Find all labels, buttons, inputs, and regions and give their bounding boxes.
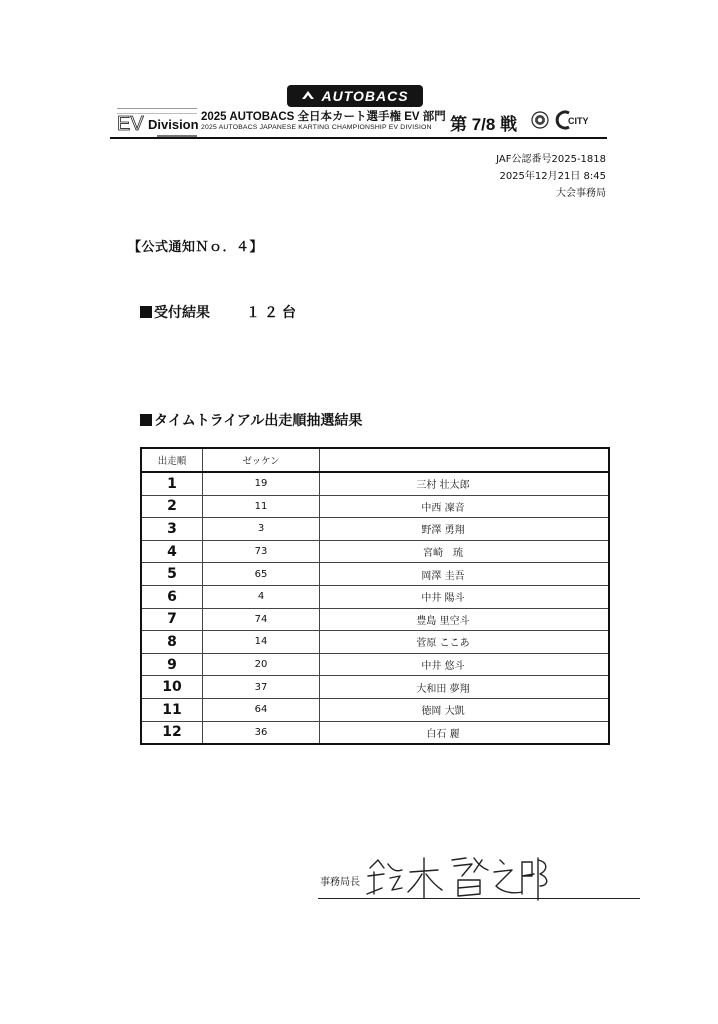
driver-name: 白石 麗 [426, 728, 460, 740]
driver-name-cell [320, 698, 610, 721]
reception-count: １２台 [246, 305, 300, 321]
race-number-cell: 73 [203, 540, 320, 563]
table-row [141, 563, 609, 586]
driver-name-cell [320, 518, 610, 541]
table-row [141, 585, 609, 608]
driver-name-cell [320, 608, 610, 631]
start-order-cell: 11 [141, 698, 203, 721]
event-title-en: 2025 AUTOBACS JAPANESE KARTING CHAMPIONSHIP EV DIVISION [201, 124, 432, 131]
table-row [141, 653, 609, 676]
driver-name-cell [320, 721, 610, 744]
notice-number: 【公式通知Ｎｏ．４】 [128, 240, 264, 255]
reception-result [140, 302, 300, 322]
header-rule [110, 137, 607, 139]
driver-name-cell [320, 676, 610, 699]
draw-title: タイムトライアル出走順抽選結果 [154, 413, 363, 429]
column-header-order: 出走順 [141, 448, 203, 472]
city-logo-text: CITY [568, 116, 589, 126]
driver-name-cell [320, 495, 610, 518]
start-order-cell: 7 [141, 608, 203, 631]
driver-name: 宮崎 琉 [423, 548, 463, 560]
driver-name: 中井 陽斗 [421, 593, 465, 605]
square-bullet-icon [140, 414, 152, 426]
ev-logo-ev: EV [117, 113, 144, 135]
round-label: 第 7/8 戦 [450, 115, 518, 134]
driver-name: 徳岡 大凱 [421, 706, 465, 718]
driver-name: 中井 悠斗 [421, 661, 465, 673]
table-row [141, 518, 609, 541]
driver-name-cell [320, 653, 610, 676]
autobacs-logo [287, 85, 423, 107]
reception-label: 受付結果 [154, 305, 210, 321]
table-row [141, 721, 609, 744]
jaf-emblem-icon [531, 111, 549, 129]
race-number-cell: 19 [203, 472, 320, 495]
driver-name: 岡澤 圭吾 [421, 570, 465, 582]
driver-name: 中西 凜音 [421, 502, 465, 514]
table-row [141, 631, 609, 654]
column-header-name [320, 448, 610, 472]
race-number-cell: 64 [203, 698, 320, 721]
issuer: 大会事務局 [556, 188, 606, 199]
driver-name: 野澤 勇翔 [421, 525, 465, 537]
race-number-cell: 20 [203, 653, 320, 676]
start-order-cell: 2 [141, 495, 203, 518]
driver-name-cell [320, 540, 610, 563]
ev-logo-division: Division [148, 117, 199, 132]
driver-name-cell [320, 563, 610, 586]
jaf-number: JAF公認番号2025-1818 [496, 154, 606, 165]
race-number-cell: 11 [203, 495, 320, 518]
square-bullet-icon [140, 306, 152, 318]
start-order-cell: 6 [141, 585, 203, 608]
start-order-cell: 9 [141, 653, 203, 676]
table-row [141, 495, 609, 518]
table-row [141, 472, 609, 495]
race-number-cell: 36 [203, 721, 320, 744]
start-order-cell: 4 [141, 540, 203, 563]
event-title-jp: 2025 AUTOBACS 全日本カート選手権 EV 部門 [201, 111, 446, 123]
driver-name-cell [320, 472, 610, 495]
signer-name: 鈴木啓之郎 [362, 850, 367, 851]
race-number-cell: 37 [203, 676, 320, 699]
start-order-cell: 10 [141, 676, 203, 699]
driver-name-cell [320, 585, 610, 608]
table-header-row [141, 448, 609, 472]
table-row [141, 540, 609, 563]
start-order-cell: 12 [141, 721, 203, 744]
race-number-cell: 3 [203, 518, 320, 541]
race-number-cell: 65 [203, 563, 320, 586]
autobacs-wing-icon [301, 89, 315, 103]
start-order-cell: 3 [141, 518, 203, 541]
document-meta [496, 151, 606, 202]
race-number-cell: 4 [203, 585, 320, 608]
driver-name: 豊島 里空斗 [416, 615, 470, 627]
start-order-table [140, 447, 610, 745]
handwritten-signature [362, 850, 552, 905]
city-circuit-logo [555, 110, 597, 130]
draw-result-heading [140, 410, 362, 430]
column-header-number: ゼッケン [203, 448, 320, 472]
start-order-cell: 1 [141, 472, 203, 495]
race-number-cell: 14 [203, 631, 320, 654]
driver-name: 菅原 ここあ [416, 638, 470, 650]
issue-datetime: 2025年12月21日 8:45 [499, 171, 606, 182]
driver-name: 大和田 夢翔 [416, 683, 470, 695]
table-row [141, 608, 609, 631]
start-order-cell: 8 [141, 631, 203, 654]
table-row [141, 676, 609, 699]
signature-title: 事務局長 [320, 877, 360, 888]
brand-name: AUTOBACS [321, 88, 409, 104]
driver-name: 三村 壮太郎 [416, 480, 470, 492]
table-row [141, 698, 609, 721]
driver-name-cell [320, 631, 610, 654]
signature-line [318, 898, 640, 899]
start-order-cell: 5 [141, 563, 203, 586]
race-number-cell: 74 [203, 608, 320, 631]
